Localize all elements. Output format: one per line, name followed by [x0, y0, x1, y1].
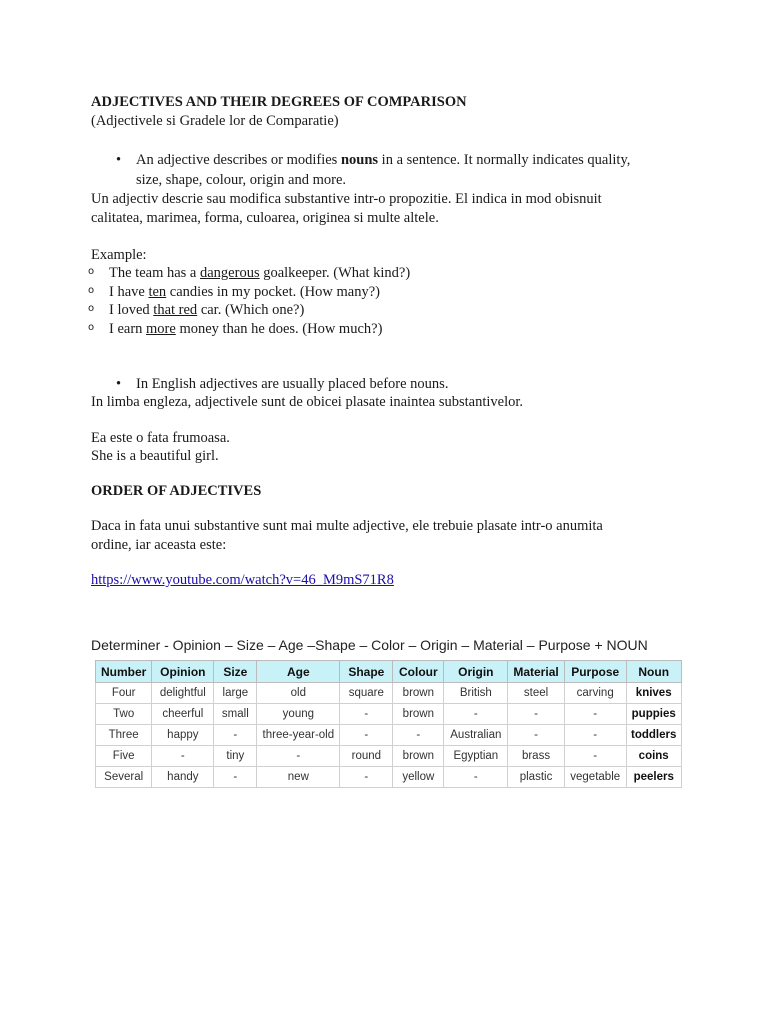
table-cell: tiny: [214, 746, 257, 767]
table-cell: British: [444, 683, 508, 704]
table-cell: Four: [96, 683, 152, 704]
table-cell: -: [257, 746, 340, 767]
romanian-paragraph-line: calitatea, marimea, forma, culoarea, originea si multe altele.: [91, 210, 439, 226]
column-header: Material: [508, 661, 564, 683]
circle-bullet-icon: o: [88, 322, 95, 333]
table-cell: new: [257, 767, 340, 788]
table-cell: -: [564, 704, 626, 725]
romanian-paragraph-line: Daca in fata unui substantive sunt mai multe adjective, ele trebuie plasate intr-o anumita: [91, 518, 603, 534]
adjective-order-table: [95, 660, 682, 788]
section-heading: ORDER OF ADJECTIVES: [91, 483, 262, 499]
column-header: Origin: [444, 661, 508, 683]
table-cell: brown: [393, 704, 444, 725]
table-cell: old: [257, 683, 340, 704]
table-cell: Several: [96, 767, 152, 788]
table-cell: carving: [564, 683, 626, 704]
table-cell: -: [508, 725, 564, 746]
table-cell: cheerful: [152, 704, 214, 725]
noun-cell: knives: [626, 683, 681, 704]
circle-bullet-icon: o: [88, 303, 95, 314]
table-cell: -: [152, 746, 214, 767]
example-sentence-ro: Ea este o fata frumoasa.: [91, 430, 230, 446]
table-cell: yellow: [393, 767, 444, 788]
romanian-paragraph-line: ordine, iar aceasta este:: [91, 537, 227, 553]
table-cell: -: [508, 704, 564, 725]
noun-cell: puppies: [626, 704, 681, 725]
table-cell: -: [564, 725, 626, 746]
table-cell: Three: [96, 725, 152, 746]
table-cell: -: [444, 704, 508, 725]
bullet-icon: •: [116, 376, 122, 392]
romanian-paragraph-line: In limba engleza, adjectivele sunt de obicei plasate inaintea substantivelor.: [91, 394, 524, 410]
table-cell: square: [340, 683, 393, 704]
table-cell: -: [214, 725, 257, 746]
noun-cell: peelers: [626, 767, 681, 788]
table-cell: -: [340, 767, 393, 788]
bullet-continuation: size, shape, colour, origin and more.: [136, 172, 347, 188]
table-cell: large: [214, 683, 257, 704]
table-cell: young: [257, 704, 340, 725]
circle-bullet-icon: o: [88, 285, 95, 296]
table-cell: three-year-old: [257, 725, 340, 746]
column-header: Opinion: [152, 661, 214, 683]
romanian-paragraph-line: Un adjectiv descrie sau modifica substantive intr-o propozitie. El indica in mod obisnuit: [91, 191, 602, 207]
example-label: Example:: [91, 247, 147, 263]
table-cell: brown: [393, 746, 444, 767]
table-header-row: [96, 661, 682, 683]
document-title: ADJECTIVES AND THEIR DEGREES OF COMPARISON: [91, 94, 467, 110]
document-subtitle: (Adjectivele si Gradele lor de Comparatie): [91, 113, 339, 129]
table-cell: Two: [96, 704, 152, 725]
table-cell: Australian: [444, 725, 508, 746]
youtube-link[interactable]: https://www.youtube.com/watch?v=46_M9mS71R8: [91, 572, 394, 588]
table-cell: -: [340, 725, 393, 746]
table-row: [96, 767, 682, 788]
table-cell: Egyptian: [444, 746, 508, 767]
table-cell: brown: [393, 683, 444, 704]
column-header: Colour: [393, 661, 444, 683]
table-cell: handy: [152, 767, 214, 788]
table-cell: vegetable: [564, 767, 626, 788]
table-cell: brass: [508, 746, 564, 767]
table-cell: -: [393, 725, 444, 746]
adjective-order-formula: Determiner - Opinion – Size – Age –Shape – Color – Origin – Material – Purpose + NOUN: [91, 637, 648, 653]
table-cell: round: [340, 746, 393, 767]
table-cell: small: [214, 704, 257, 725]
table-cell: -: [444, 767, 508, 788]
table-row: [96, 725, 682, 746]
table-cell: delightful: [152, 683, 214, 704]
noun-cell: coins: [626, 746, 681, 767]
column-header: Shape: [340, 661, 393, 683]
table-row: [96, 746, 682, 767]
noun-cell: toddlers: [626, 725, 681, 746]
table-cell: -: [340, 704, 393, 725]
table-cell: -: [214, 767, 257, 788]
column-header: Noun: [626, 661, 681, 683]
column-header: Age: [257, 661, 340, 683]
table-row: [96, 704, 682, 725]
example-sentence-en: She is a beautiful girl.: [91, 448, 219, 464]
column-header: Number: [96, 661, 152, 683]
table-cell: steel: [508, 683, 564, 704]
table-cell: Five: [96, 746, 152, 767]
table-cell: -: [564, 746, 626, 767]
table-cell: happy: [152, 725, 214, 746]
column-header: Purpose: [564, 661, 626, 683]
table-row: [96, 683, 682, 704]
bullet-icon: •: [116, 152, 122, 168]
circle-bullet-icon: o: [88, 266, 95, 277]
table-cell: plastic: [508, 767, 564, 788]
column-header: Size: [214, 661, 257, 683]
